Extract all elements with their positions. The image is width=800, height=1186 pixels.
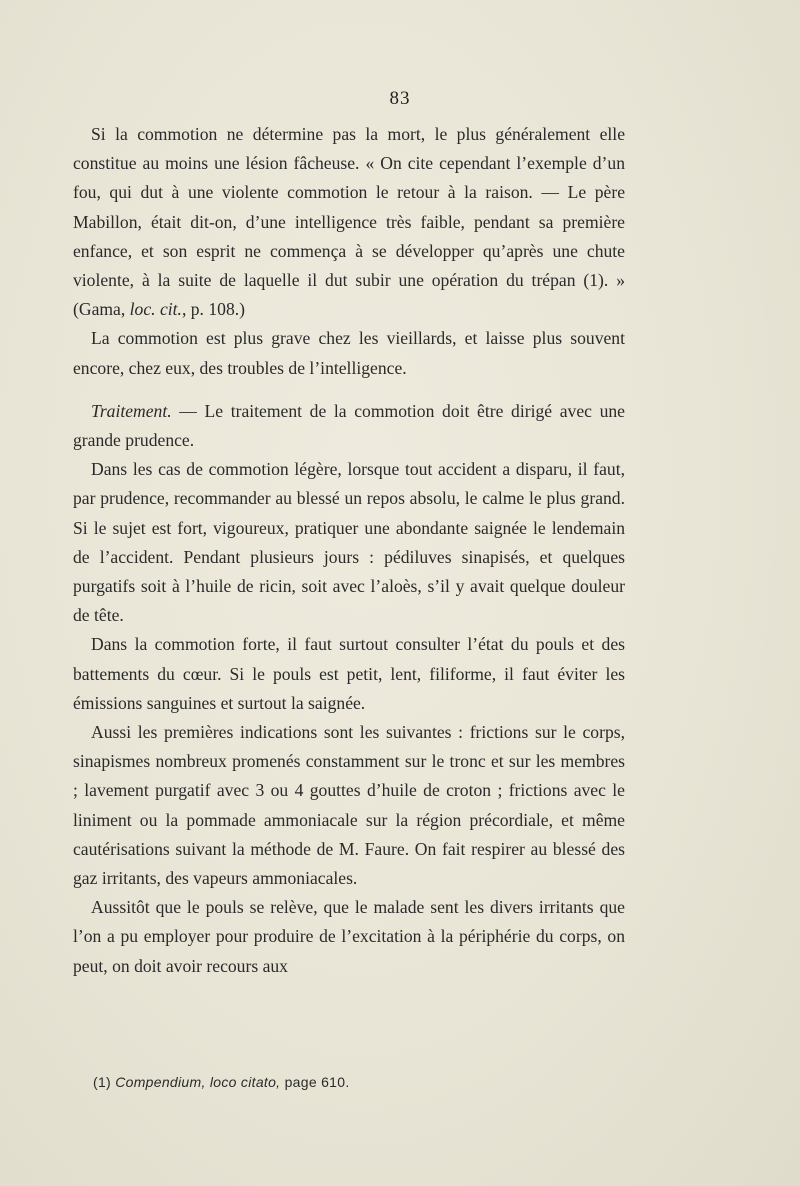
paragraph-6: Aussi les premières indications sont les suivantes : frictions sur le corps, sinapismes nombreux promenés constamment sur le tronc et sur les membres ; lavement purgatif avec 3 ou 4 gouttes d’huile de croton ; frictions avec le liniment ou la pommade ammoniacale sur la région précordiale, et même cautérisations suivant la méthode de M. Faure. On fait respirer au blessé des gaz irritants, des vapeurs ammoniacales.: [73, 722, 625, 889]
footnote-title: Compendium, loco citato,: [115, 1074, 281, 1090]
paragraph-5: Dans la commotion forte, il faut surtout consulter l’état du pouls et des battements du cœur. Si le pouls est petit, lent, filiforme, il faut éviter les émissions sanguines et surtout la saignée.: [73, 634, 625, 713]
footnote-page: page 610.: [280, 1074, 350, 1090]
paragraph-1-text: Si la commotion ne détermine pas la mort, le plus généralement elle constitue au moins une lésion fâcheuse. « On cite cependant l’exemple d’un fou, qui dut à une violente commotion le retour à la raison. — Le père Mabillon, était dit-on, d’une intelligence très faible, pendant sa première enfance, et son esprit ne commença à se développer qu’après une chute violente, à la suite de laquelle il dut subir une opération du trépan (1). » (Gama,: [73, 124, 625, 320]
paragraph-3: [73, 397, 625, 455]
footnote: [93, 1074, 633, 1090]
paragraph-7: Aussitôt que le pouls se relève, que le malade sent les divers irritants que l’on a pu employer pour produire de l’excitation à la périphérie du corps, on peut, on doit avoir recours aux: [73, 897, 625, 976]
paragraph-2: La commotion est plus grave chez les vieillards, et laisse plus souvent encore, chez eux, des troubles de l’intelligence.: [73, 328, 625, 378]
paragraph-4: Dans les cas de commotion légère, lorsque tout accident a disparu, il faut, par prudence, recommander au blessé un repos absolu, le calme le plus grand. Si le sujet est fort, vigoureux, pratiquer une abondante saignée le lendemain de l’accident. Pendant plusieurs jours : pédiluves sinapisés, et quelques purgatifs soit à l’huile de ricin, soit avec l’aloès, s’il y avait quelque douleur de tête.: [73, 459, 625, 626]
section-heading-traitement: Traitement.: [91, 400, 172, 421]
citation-page: , p. 108.): [181, 299, 245, 320]
citation-reference: loc. cit.: [129, 299, 182, 320]
body-text: [73, 120, 625, 981]
footnote-marker: (1): [93, 1074, 116, 1090]
paragraph-1: [73, 120, 625, 324]
page-number: 83: [389, 88, 411, 109]
paragraph-3-text: — Le traitement de la commotion doit être dirigé avec une grande prudence.: [73, 400, 625, 451]
